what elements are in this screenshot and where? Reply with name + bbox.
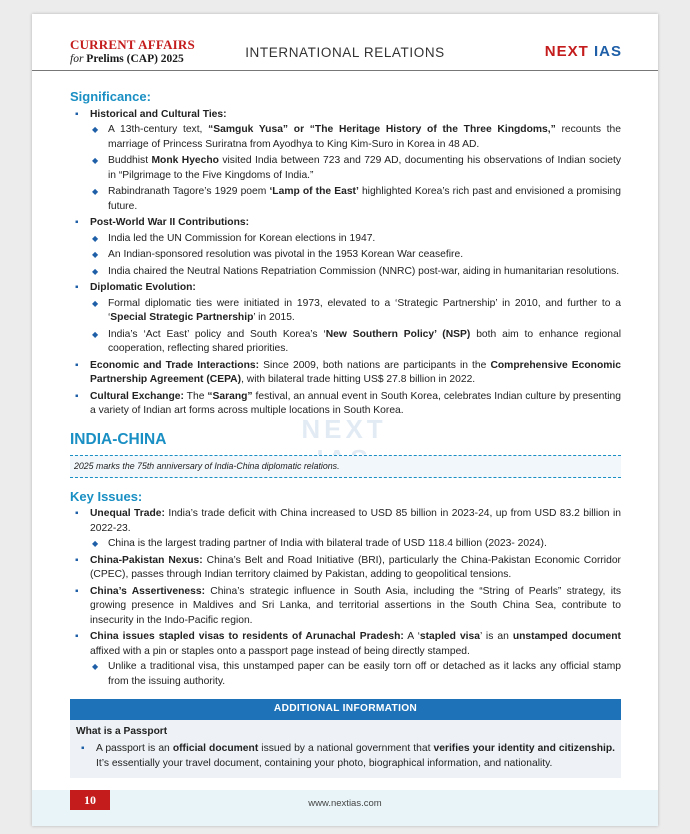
logo-ias-text: IAS xyxy=(593,43,622,60)
logo-next-text: NEXT xyxy=(544,43,589,60)
list-item: ▪ Diplomatic Evolution: ◆ Formal diplomatic ties were initiated in 1973, elevated to a ‘Strategic Partnership’ in 2010, and further to a ‘Special Strategic Partnership’ in 2015. ◆ India’s ‘Act East’ policy and South Korea’s ‘New Southern Policy’ (NSP) both aim to enhance regional cooperation, reflecting shared priorities. xyxy=(70,281,621,357)
current-affairs-label: CURRENT AFFAIRS xyxy=(70,37,195,52)
section-title: INTERNATIONAL RELATIONS xyxy=(245,45,445,60)
additional-info-box xyxy=(70,699,621,778)
india-china-heading: INDIA-CHINA xyxy=(70,430,167,448)
key-issues-heading: Key Issues: xyxy=(70,488,143,504)
page-number: 10 xyxy=(70,790,110,810)
page-header xyxy=(32,14,658,74)
list-item: ◆ India chaired the Neutral Nations Repatriation Commission (NNRC) post-war, aiding in humanitarian resolutions. xyxy=(90,265,621,280)
list-item: ◆ A 13th-century text, “Samguk Yusa” or “The Heritage History of the Three Kingdoms,” recounts the marriage of Princess Suriratna from Ayodhya to King Kim-Suro in Korea in 48 AD. xyxy=(90,123,621,152)
list-item: ◆ Buddhist Monk Hyecho visited India between 723 and 729 AD, documenting his observations of Indian society in “Pilgrimage to the Five Kingdoms of India.” xyxy=(90,154,621,183)
next-ias-logo xyxy=(545,43,622,60)
list-item: ▪ Economic and Trade Interactions: Since 2009, both nations are participants in the Comprehensive Economic Partnership Agreement (CEPA), with bilateral trade hitting US$ 27.8 billion in 2022. xyxy=(70,359,621,388)
list-item: ◆ An Indian-sponsored resolution was pivotal in the 1953 Korean War ceasefire. xyxy=(90,248,621,263)
list-item: ▪ China-Pakistan Nexus: China’s Belt and Road Initiative (BRI), particularly the China-Pakistan Economic Corridor (CPEC), passes through Indian territory claimed by Pakistan, adding to geopolitical tensions. xyxy=(70,554,621,583)
passport-subheading: What is a Passport xyxy=(76,725,168,737)
document-page xyxy=(32,14,658,826)
significance-heading: Significance: xyxy=(70,89,151,104)
list-item: ◆ Rabindranath Tagore’s 1929 poem ‘Lamp of the East’ highlighted Korea’s rich past and envisioned a promising future. xyxy=(90,185,621,214)
list-item: ▪ Unequal Trade: India’s trade deficit with China increased to USD 85 billion in 2023-24, up from USD 83.2 billion in 2022-23. ◆ China is the largest trading partner of India with bilateral trade of USD 118.4 billion (2023- 2024). xyxy=(70,507,621,552)
significance-list xyxy=(70,108,621,419)
anniversary-note: 2025 marks the 75th anniversary of India-China diplomatic relations. xyxy=(70,455,621,478)
list-item: ◆ India led the UN Commission for Korean elections in 1947. xyxy=(90,232,621,247)
list-item: ▪ A passport is an official document issued by a national government that verifies your identity and citizenship. It’s essentially your travel document, containing your photo, biographical information, and nationality. xyxy=(76,742,615,771)
list-item: ▪ Historical and Cultural Ties: ◆ A 13th-century text, “Samguk Yusa” or “The Heritage History of the Three Kingdoms,” recounts the marriage of Princess Suriratna from Ayodhya to King Kim-Suro in Korea in 48 AD. ◆ Buddhist Monk Hyecho visited India between 723 and 729 AD, documenting his observations of Indian society in “Pilgrimage to the Five Kingdoms of India.” ◆ Rabindranath Tagore’s 1929 poem ‘Lamp of the East’ highlighted Korea’s rich past and envisioned a promising future. xyxy=(70,108,621,215)
website-link[interactable]: www.nextias.com xyxy=(308,798,382,809)
page-content xyxy=(70,90,621,778)
key-issues-list xyxy=(70,507,621,689)
next-ias-watermark: NEXT xyxy=(301,414,387,444)
list-item: ◆ Formal diplomatic ties were initiated in 1973, elevated to a ‘Strategic Partnership’ in 2010, and further to a ‘Special Strategic Partnership’ in 2015. xyxy=(90,297,621,326)
list-item: ▪ China issues stapled visas to residents of Arunachal Pradesh: A ‘stapled visa’ is an unstamped document affixed with a pin or staples onto a passport page instead of being directly stamped. ◆ Unlike a traditional visa, this unstamped paper can be easily torn off or detached as it lacks any official stamp from the issuing authority. xyxy=(70,630,621,689)
list-item: ▪ China’s Assertiveness: China’s strategic influence in South Asia, including the “String of Pearls” strategy, its growing presence in Maldives and Sri Lanka, and territorial assertions in the South China Sea, contribute to insecurity in the Indo-Pacific region. xyxy=(70,585,621,629)
for-label: for xyxy=(70,53,84,65)
list-item: ◆ India’s ‘Act East’ policy and South Korea’s ‘New Southern Policy’ (NSP) both aim to enhance regional cooperation, reflecting shared priorities. xyxy=(90,328,621,357)
prelims-label: Prelims (CAP) 2025 xyxy=(86,53,184,65)
list-item: ▪ Cultural Exchange: The “Sarang” festival, an annual event in South Korea, celebrates Indian culture by presenting a variety of Indian art forms across multiple locations in South Korea. xyxy=(70,390,621,419)
list-item: ◆ Unlike a traditional visa, this unstamped paper can be easily torn off or detached as it lacks any official stamp from the issuing authority. xyxy=(90,660,621,689)
header-divider xyxy=(32,70,658,71)
list-item: ▪ Post-World War II Contributions: ◆ India led the UN Commission for Korean elections in 1947. ◆ An Indian-sponsored resolution was pivotal in the 1953 Korean War ceasefire. ◆ India chaired the Neutral Nations Repatriation Commission (NNRC) post-war, aiding in humanitarian resolutions. xyxy=(70,216,621,279)
additional-info-heading: ADDITIONAL INFORMATION xyxy=(70,699,621,720)
list-item: ◆ China is the largest trading partner of India with bilateral trade of USD 118.4 billion (2023- 2024). xyxy=(90,537,621,552)
